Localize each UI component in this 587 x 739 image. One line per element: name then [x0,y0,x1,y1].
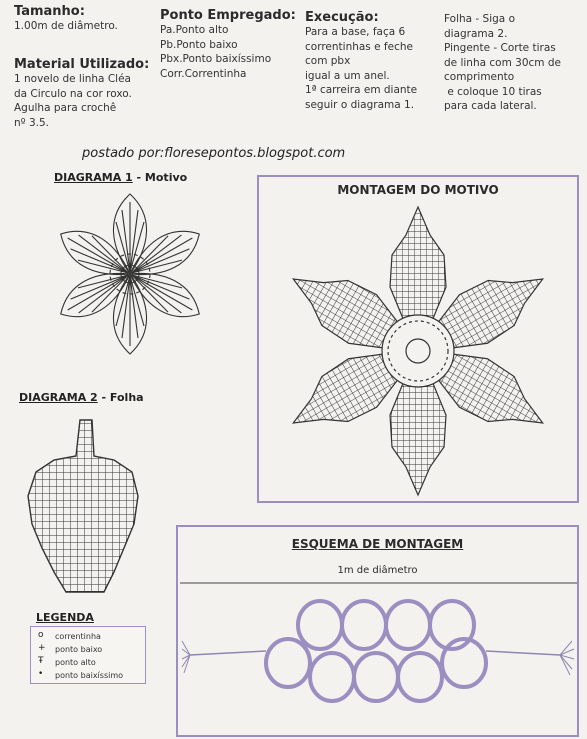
material-line: Agulha para crochê [14,102,117,114]
legend-label-ponto-baixissimo: ponto baixíssimo [55,671,124,680]
legend-label-correntinha: correntinha [55,632,101,641]
diagrama1-label: DIAGRAMA 1 [54,171,133,184]
montagem-motivo-title: MONTAGEM DO MOTIVO [337,183,499,197]
execucao-line: Para a base, faça 6 [305,26,406,38]
folha-line: Pingente - Corte tiras [444,42,556,54]
material-line: 1 novelo de linha Cléa [14,73,131,85]
legend-symbol-ponto-baixo: + [38,643,46,653]
ponto-line: Pa.Ponto alto [160,24,229,36]
material-title: Material Utilizado: [14,57,150,72]
execucao-line: igual a um anel. [305,69,390,82]
diagrama1-title [54,171,187,184]
folha-line: diagrama 2. [444,27,508,40]
montagem-motivo-illustration [264,201,572,497]
legend-label-ponto-alto: ponto alto [55,658,96,667]
header-folha [444,12,584,114]
esquema-caption: 1m de diâmetro [337,565,418,576]
execucao-line: 1ª carreira em diante [305,84,418,96]
header-tamanho [14,4,154,34]
execucao-line: correntinhas e feche [305,40,413,53]
diagrama1-motif-illustration [40,186,220,361]
folha-line: para cada lateral. [444,100,537,112]
legend-symbol-correntinha: o [38,630,44,640]
material-line: nº 3.5. [14,116,49,129]
execucao-line: com pbx [305,55,351,67]
montagem-motivo-frame [257,175,579,503]
material-line: da Circulo na cor roxo. [14,87,132,100]
folha-line: Folha - Siga o [444,13,516,25]
diagrama2-leaf-illustration [14,416,154,594]
folha-line: e coloque 10 tiras [444,85,542,98]
folha-line: comprimento [444,71,515,83]
legenda-title: LEGENDA [36,611,94,624]
execucao-line: seguir o diagrama 1. [305,98,415,111]
esquema-frame [176,525,579,737]
diagrama2-title [19,391,144,404]
tamanho-line: 1.00m de diâmetro. [14,20,118,32]
header-execucao [305,10,435,112]
diagrama2-sub: - Folha [97,391,144,404]
tamanho-title: Tamanho: [14,4,85,19]
diagrama2-label: DIAGRAMA 2 [19,391,98,404]
legenda-box [30,626,146,684]
ponto-line: Pb.Ponto baixo [160,38,238,51]
legend-symbol-ponto-baixissimo: • [38,669,44,679]
execucao-title: Execução: [305,10,379,25]
header-material [14,57,164,130]
ponto-title: Ponto Empregado: [160,8,296,23]
esquema-title: ESQUEMA DE MONTAGEM [291,537,464,551]
ponto-line: Corr.Correntinha [160,67,247,80]
diagrama1-sub: - Motivo [132,171,188,184]
folha-line: de linha com 30cm de [444,56,561,69]
legend-label-ponto-baixo: ponto baixo [55,645,103,654]
legend-symbol-ponto-alto: Ŧ [38,656,44,666]
credit-line: postado por:floresepontos.blogspot.com [82,146,346,161]
ponto-line: Pbx.Ponto baixíssimo [160,53,272,65]
header-ponto [160,8,300,81]
esquema-illustration [180,577,577,733]
